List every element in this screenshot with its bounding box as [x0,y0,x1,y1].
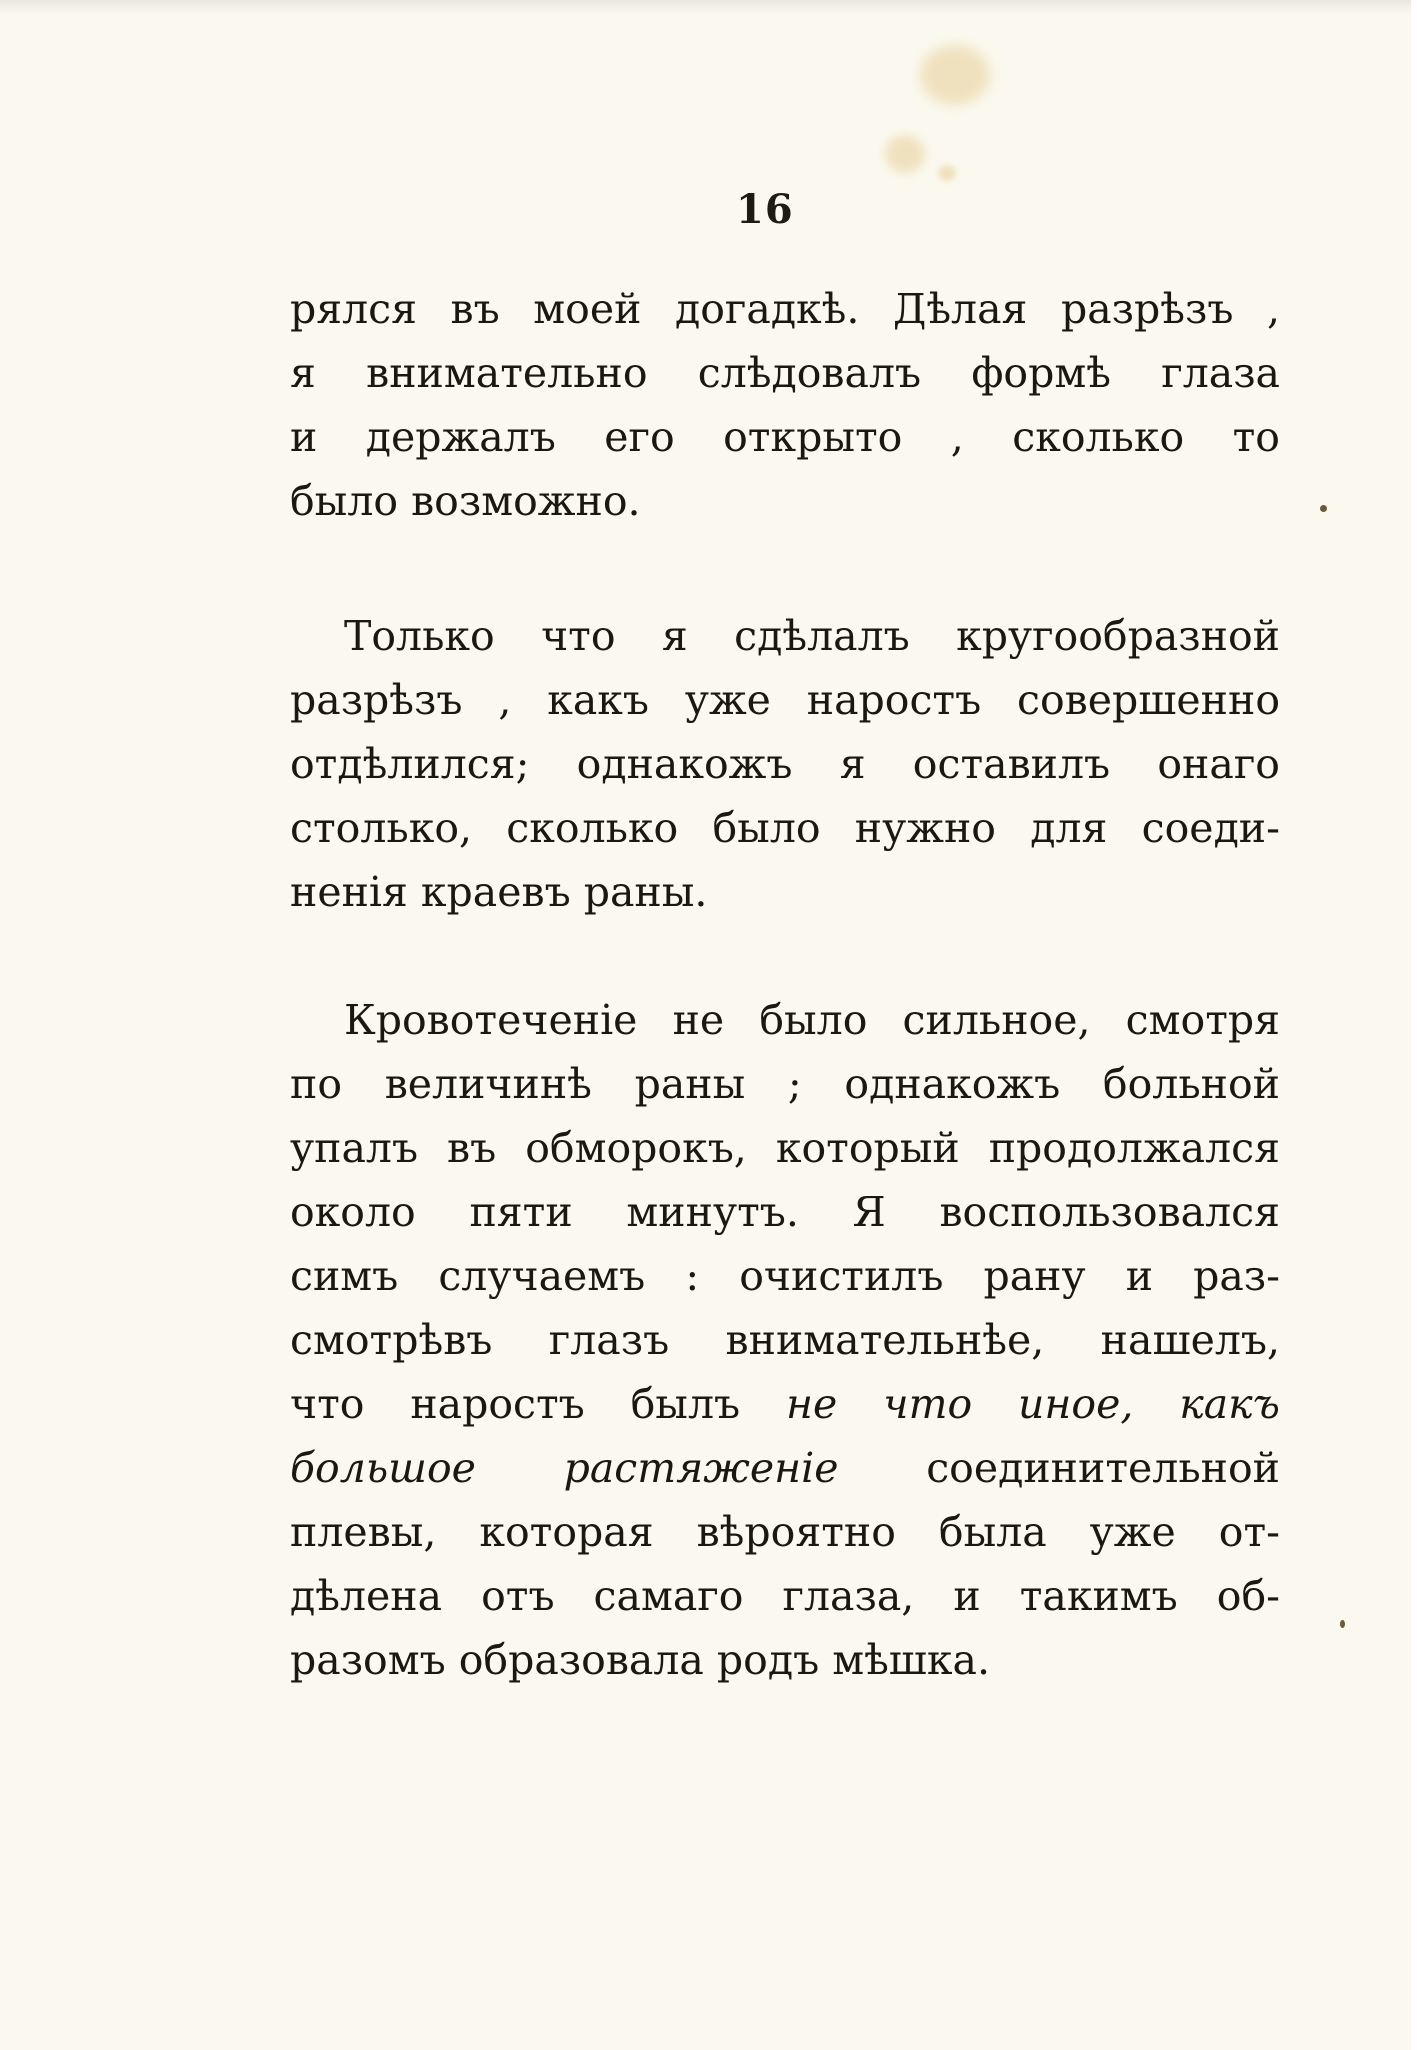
text-line: плевы, которая вѣроятно была уже от- [290,1508,1280,1556]
ink-speck [1320,505,1327,512]
foxing-stain [938,165,956,181]
text-line: было возможно. [290,477,641,525]
text-line: Только что я сдѣлалъ кругообразной [344,612,1280,660]
text-line: я внимательно слѣдовалъ формѣ глаза [290,349,1280,397]
text-line: разрѣзъ , какъ уже наростъ совершенно [290,676,1280,724]
ink-speck [1340,1620,1345,1628]
paragraph-1 [290,277,1280,533]
text-line: ненія краевъ раны. [290,868,708,916]
foxing-stain [920,45,990,105]
italic-text: не что иное, какъ [785,1380,1280,1428]
text-line: смотрѣвъ глазъ внимательнѣе, нашелъ, [290,1316,1280,1364]
text-line: отдѣлился; однакожъ я оставилъ онаго [290,740,1280,788]
plain-text: что наростъ былъ [290,1380,786,1428]
text-line: и держалъ его открыто , сколько то [290,413,1280,461]
text-line-mixed [290,1372,1280,1436]
paragraph-2 [290,604,1280,924]
plain-text: соединительной [838,1444,1280,1492]
page-right-edge [1411,0,1417,2050]
text-line: столько, сколько было нужно для соеди- [290,804,1280,852]
text-line: симъ случаемъ : очистилъ рану и раз- [290,1252,1280,1300]
italic-text: большое растяженіе [290,1444,839,1492]
text-line: около пяти минутъ. Я воспользовался [290,1188,1280,1236]
text-line: дѣлена отъ самаго глаза, и такимъ об- [290,1572,1280,1620]
foxing-stain [885,135,925,173]
text-line: Кровотеченіе не было сильное, смотря [344,996,1280,1044]
text-line-mixed [290,1436,1280,1500]
page-top-edge [0,0,1417,14]
text-line: разомъ образовала родъ мѣшка. [290,1636,991,1684]
text-line: упалъ въ обморокъ, который продолжался [290,1124,1280,1172]
page-number: 16 [736,186,794,233]
text-line: по величинѣ раны ; однакожъ больной [290,1060,1280,1108]
text-line: рялся въ моей догадкѣ. Дѣлая разрѣзъ , [290,285,1280,333]
paragraph-3 [290,988,1280,1692]
